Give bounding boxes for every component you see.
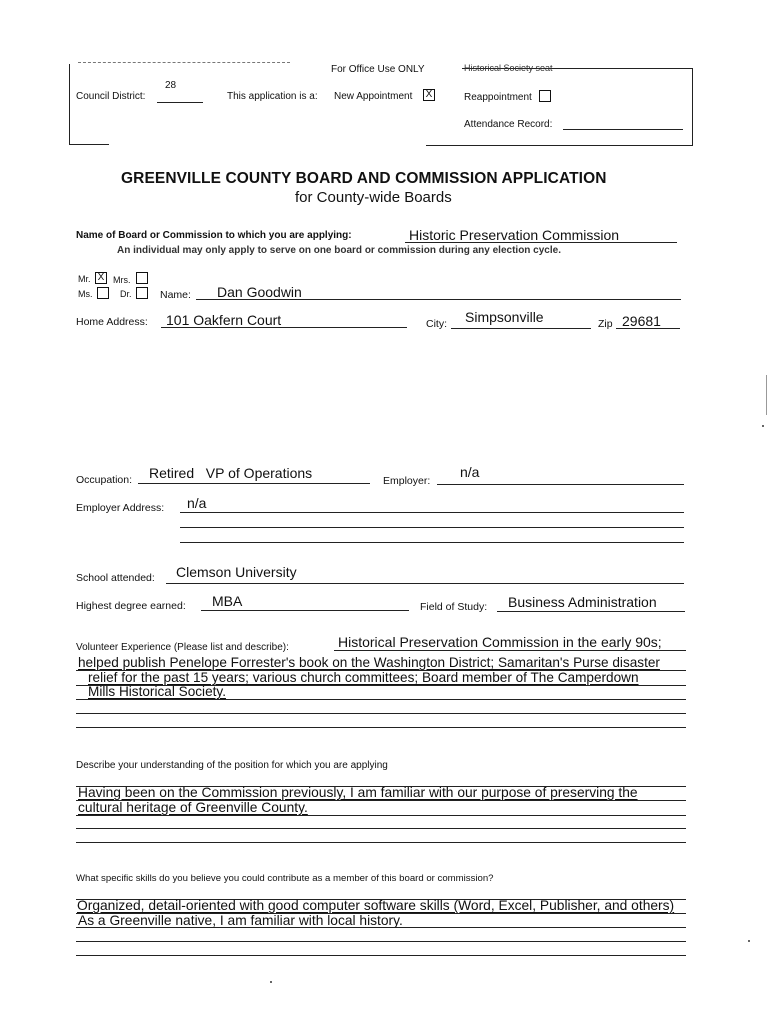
board-label: Name of Board or Commission to which you are applying: <box>76 230 352 241</box>
occupation-label: Occupation: <box>76 474 133 486</box>
application-type-label: This application is a: <box>227 91 318 102</box>
field-of-study-line <box>497 611 685 612</box>
skills-question: What specific skills do you believe you could contribute as a member of this board or commission? <box>76 873 494 884</box>
city-value[interactable]: Simpsonville <box>465 309 544 325</box>
city-line <box>451 328 591 329</box>
understanding-line-2[interactable]: cultural heritage of Greenville County. <box>78 800 308 815</box>
occupation-value[interactable]: Retired VP of Operations <box>149 465 313 481</box>
volunteer-rule-1 <box>334 650 686 651</box>
school-attended-line <box>166 583 684 584</box>
employer-value[interactable]: n/a <box>460 464 480 480</box>
name-value[interactable]: Dan Goodwin <box>217 284 302 300</box>
understanding-rule-4 <box>76 842 686 843</box>
council-district-label: Council District: <box>76 91 146 102</box>
mr-label: Mr. <box>78 274 91 284</box>
understanding-rule-3 <box>76 828 686 829</box>
dr-label: Dr. <box>120 289 132 299</box>
school-attended-label: School attended: <box>76 572 155 584</box>
reappointment-checkbox[interactable] <box>539 90 551 102</box>
understanding-rule-2 <box>76 815 686 816</box>
ms-label: Ms. <box>78 289 93 299</box>
mr-checkbox[interactable]: X <box>95 272 107 284</box>
office-box-left-border <box>69 64 70 144</box>
volunteer-line-3[interactable]: relief for the past 15 years; various church committees; Board member of The Camperdown <box>88 670 639 685</box>
home-address-label: Home Address: <box>76 316 148 328</box>
volunteer-rule-5 <box>76 713 686 714</box>
zip-line <box>616 328 680 329</box>
skills-rule-2 <box>76 927 686 928</box>
home-address-value[interactable]: 101 Oakfern Court <box>166 312 282 328</box>
reappointment-label: Reappointment <box>464 92 532 103</box>
skills-rule-3 <box>76 941 686 942</box>
for-office-use-label: For Office Use ONLY <box>331 64 425 75</box>
office-box-right-border <box>692 68 693 146</box>
new-appointment-checkbox[interactable]: X <box>423 89 435 101</box>
ms-checkbox[interactable] <box>97 287 109 299</box>
dr-checkbox[interactable] <box>136 287 148 299</box>
school-attended-value[interactable]: Clemson University <box>176 564 297 580</box>
volunteer-rule-6 <box>76 727 686 728</box>
employer-address-line-3 <box>180 542 684 543</box>
employer-label: Employer: <box>383 475 431 487</box>
employer-address-value[interactable]: n/a <box>187 495 207 511</box>
volunteer-rule-4 <box>76 699 686 700</box>
city-label: City: <box>426 318 447 330</box>
volunteer-line-2[interactable]: helped publish Penelope Forrester's book on the Washington District; Samaritan's Purse disaster <box>78 655 660 670</box>
volunteer-label: Volunteer Experience (Please list and describe): <box>76 642 289 653</box>
name-label: Name: <box>160 289 191 301</box>
employer-address-line-1 <box>180 512 684 513</box>
field-of-study-value[interactable]: Business Administration <box>508 594 657 610</box>
employer-address-label: Employer Address: <box>76 502 165 514</box>
historical-society-seat-label: Historical Society seat <box>464 63 553 73</box>
employer-line <box>437 484 684 485</box>
name-line <box>196 299 681 300</box>
field-of-study-label: Field of Study: <box>420 601 488 613</box>
occupation-line <box>138 483 370 484</box>
form-subtitle: for County-wide Boards <box>295 189 452 206</box>
office-box-bottom-rule-right <box>426 145 692 146</box>
new-appointment-label: New Appointment <box>334 91 413 102</box>
attendance-record-label: Attendance Record: <box>464 119 553 130</box>
office-box-top-rule-left <box>78 62 290 63</box>
scan-speck <box>762 425 764 427</box>
mrs-checkbox[interactable] <box>136 272 148 284</box>
volunteer-line-1[interactable]: Historical Preservation Commission in the early 90s; <box>338 634 662 650</box>
skills-rule-4 <box>76 955 686 956</box>
understanding-line-1[interactable]: Having been on the Commission previously, I am familiar with our purpose of preserving the <box>78 785 638 800</box>
highest-degree-line <box>201 610 409 611</box>
zip-value[interactable]: 29681 <box>622 313 661 329</box>
scan-speck <box>748 940 750 942</box>
board-value[interactable]: Historic Preservation Commission <box>409 227 620 243</box>
form-title: GREENVILLE COUNTY BOARD AND COMMISSION APPLICATION <box>121 170 607 187</box>
skills-line-1[interactable]: Organized, detail-oriented with good computer software skills (Word, Excel, Publisher, and others) <box>77 898 675 913</box>
skills-line-2[interactable]: As a Greenville native, I am familiar with local history. <box>78 913 403 928</box>
office-box-bottom-rule-left <box>69 144 109 145</box>
volunteer-line-4[interactable]: Mills Historical Society. <box>88 684 226 699</box>
employer-address-line-2 <box>180 527 684 528</box>
home-address-line <box>161 327 407 328</box>
council-district-value: 28 <box>165 80 177 91</box>
board-note: An individual may only apply to serve on one board or commission during any election cycle. <box>117 245 561 256</box>
highest-degree-label: Highest degree earned: <box>76 600 186 612</box>
mrs-label: Mrs. <box>113 275 131 285</box>
attendance-record-line[interactable] <box>563 129 683 130</box>
scan-edge-mark <box>766 375 767 415</box>
board-line <box>405 242 677 243</box>
zip-label: Zip <box>598 318 613 330</box>
understanding-question: Describe your understanding of the position for which you are applying <box>76 760 388 771</box>
highest-degree-value[interactable]: MBA <box>212 593 243 609</box>
council-district-line <box>157 102 203 103</box>
scan-speck <box>270 981 272 983</box>
